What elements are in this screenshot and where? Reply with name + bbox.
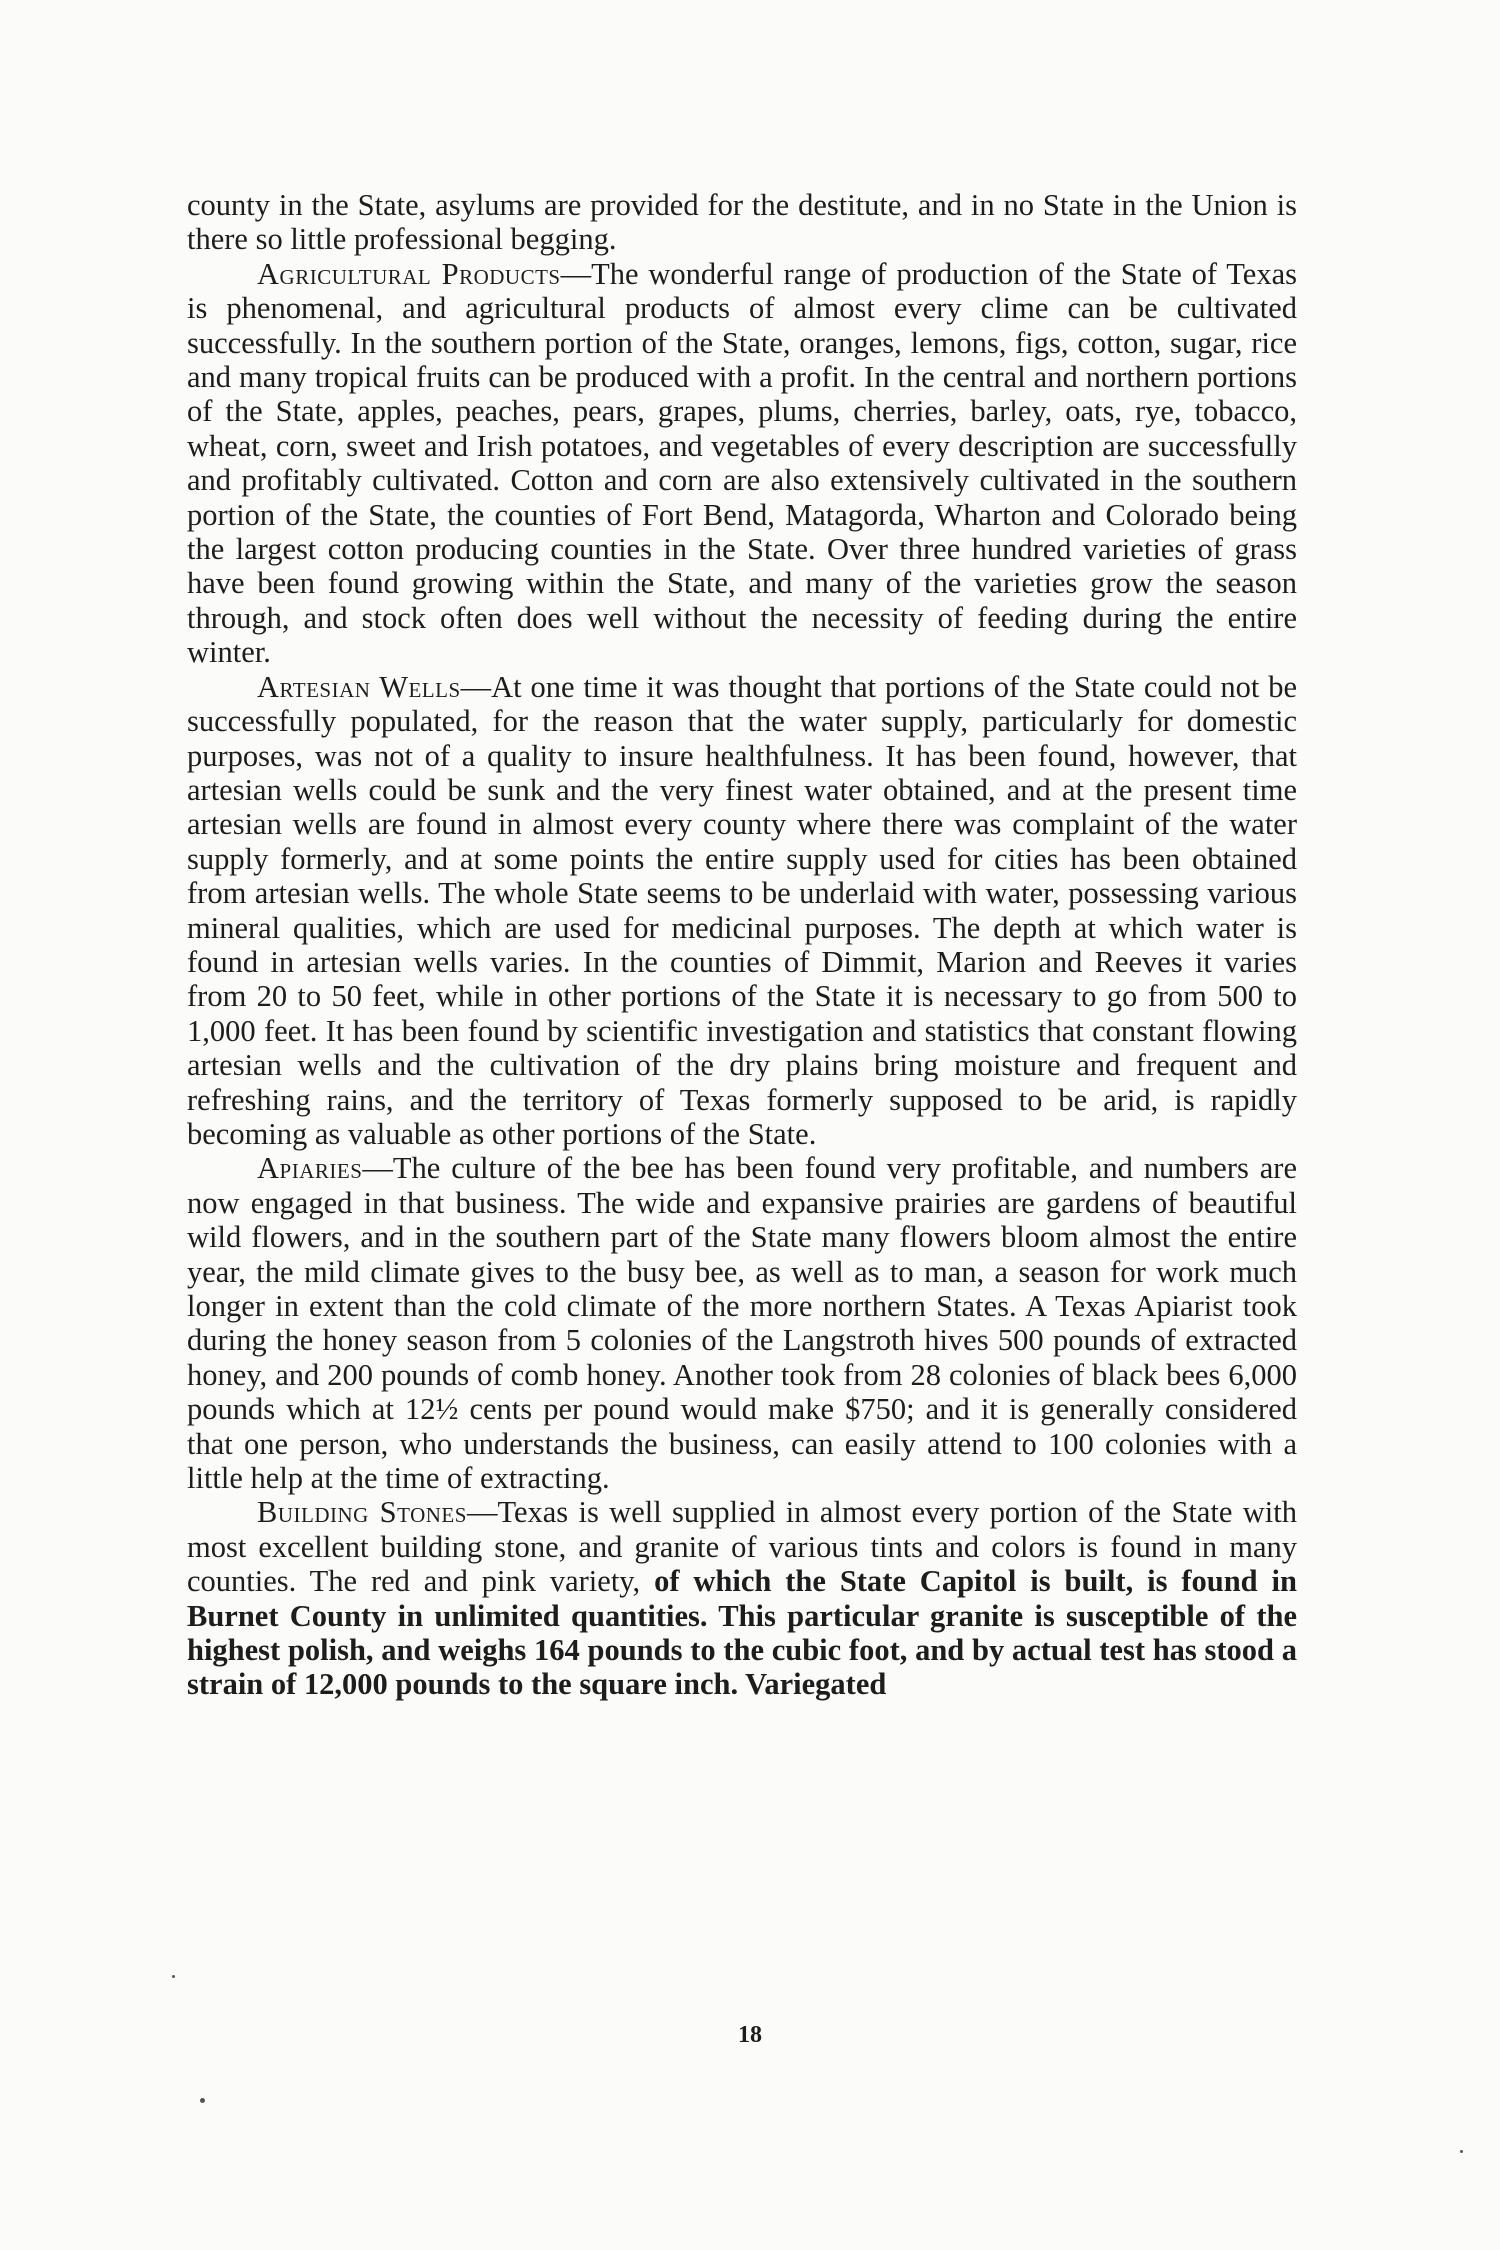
paragraph-artesian-wells xyxy=(187,670,1297,1152)
paragraph-text-bold: of which the State Capitol is built, is found in Burnet County in unlimited quantities. This particular granite is susceptible of the highest polish, and weighs 164 pounds to the cubic foot, and by actual test has stood a strain of 12,000 pounds to the square inch. Variegated xyxy=(187,1564,1297,1702)
scan-speck xyxy=(200,2098,205,2103)
paragraph-text: —Texas is well supplied in almost every portion of the State with most excellent building stone, and granite of various tints and colors is found in many counties. The red and pink variety, xyxy=(187,1495,1298,1599)
section-heading: Artesian Wells xyxy=(257,669,461,704)
paragraph-agricultural-products xyxy=(187,257,1297,670)
scan-speck xyxy=(1460,2150,1463,2153)
paragraph-building-stones xyxy=(187,1495,1297,1701)
paragraph-apiaries xyxy=(187,1151,1297,1495)
paragraph-text: county in the State, asylums are provided for the destitute, and in no State in the Union is there so little professional begging. xyxy=(187,188,1297,257)
section-heading: Building Stones xyxy=(257,1495,467,1530)
body-text xyxy=(187,188,1297,1702)
section-heading: Apiaries xyxy=(257,1151,363,1186)
section-heading: Agricultural Products xyxy=(257,256,561,291)
scan-speck xyxy=(172,1975,175,1978)
paragraph-text: —At one time it was thought that portions of the State could not be successfully populated, for the reason that the water supply, particularly for domestic purposes, was not of a quality to insure healthfulness. It has been found, however, that artesian wells could be sunk and the very finest water obtained, and at the present time artesian wells are found in almost every county where there was complaint of the water supply formerly, and at some points the entire supply used for cities has been obtained from artesian wells. The whole State seems to be underlaid with water, possessing various mineral qualities, which are used for medicinal purposes. The depth at which water is found in artesian wells varies. In the counties of Dimmit, Marion and Reeves it varies from 20 to 50 feet, while in other portions of the State it is necessary to go from 500 to 1,000 feet. It has been found by scientific investigation and statistics that constant flowing artesian wells and the cultivation of the dry plains bring moisture and frequent and refreshing rains, and the territory of Texas formerly supposed to be arid, is rapidly becoming as valuable as other portions of the State. xyxy=(187,669,1297,1151)
page-number: 18 xyxy=(738,2022,762,2048)
paragraph-text: —The culture of the bee has been found very profitable, and numbers are now engaged in that business. The wide and expansive prairies are gardens of beautiful wild flowers, and in the southern part of the State many flowers bloom almost the entire year, the mild climate gives to the busy bee, as well as to man, a season for work much longer in extent than the cold climate of the more northern States. A Texas Apiarist took during the honey season from 5 colonies of the Langstroth hives 500 pounds of extracted honey, and 200 pounds of comb honey. Another took from 28 colonies of black bees 6,000 pounds which at 12½ cents per pound would make $750; and it is generally considered that one person, who understands the business, can easily attend to 100 colonies with a little help at the time of extracting. xyxy=(187,1151,1297,1496)
paragraph-asylums xyxy=(187,188,1297,257)
paragraph-text: —The wonderful range of production of the State of Texas is phenomenal, and agricultural products of almost every clime can be cultivated successfully. In the southern portion of the State, oranges, lemons, figs, cotton, sugar, rice and many tropical fruits can be produced with a profit. In the central and northern portions of the State, apples, peaches, pears, grapes, plums, cherries, barley, oats, rye, tobacco, wheat, corn, sweet and Irish potatoes, and vegetables of every description are successfully and profitably cultivated. Cotton and corn are also extensively cultivated in the southern portion of the State, the counties of Fort Bend, Matagorda, Wharton and Colorado being the largest cotton producing counties in the State. Over three hundred varieties of grass have been found growing within the State, and many of the varieties grow the season through, and stock often does well without the necessity of feeding during the entire winter. xyxy=(187,256,1297,670)
